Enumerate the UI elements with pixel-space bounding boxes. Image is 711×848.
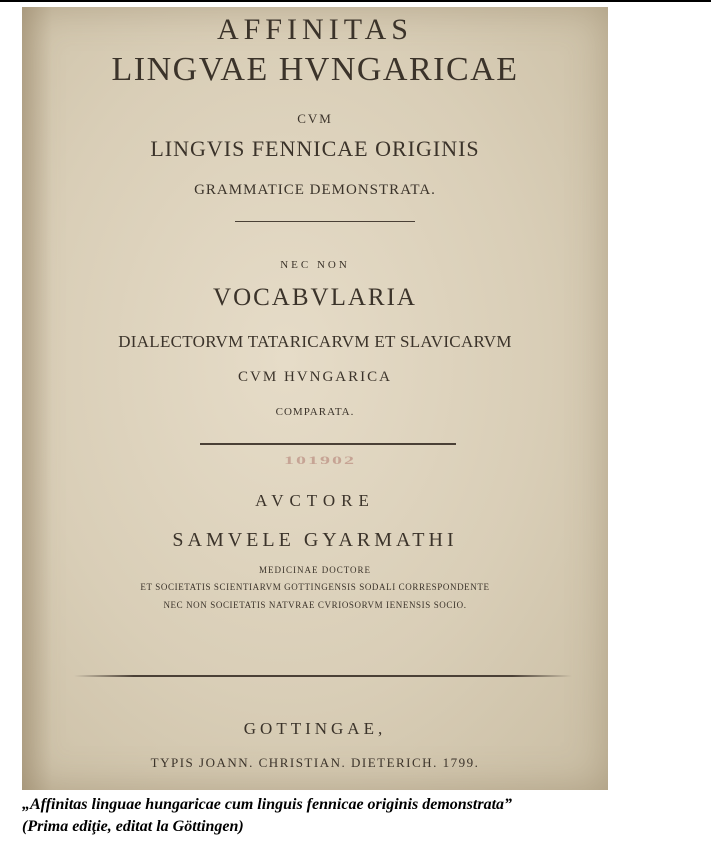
title-line-societatis-2: NEC NON SOCIETATIS NATVRAE CVRIOSORVM IENENSIS SOCIO. xyxy=(163,600,467,610)
title-line-dialectorum: DIALECTORVM TATARICARVM ET SLAVICARVM xyxy=(118,332,512,351)
book-title-page-photo xyxy=(22,7,608,790)
divider-rule-3 xyxy=(74,675,572,677)
title-line-linguis: LINGVIS FENNICAE ORIGINIS xyxy=(150,136,480,161)
title-line-societatis-1: ET SOCIETATIS SCIENTIARVM GOTTINGENSIS SODALI CORRESPONDENTE xyxy=(140,582,490,592)
title-line-medicinae: MEDICINAE DOCTORE xyxy=(258,565,372,575)
title-line-cvm: CVM xyxy=(297,111,333,126)
caption-line-1: „Affinitas linguae hungaricae cum linguis fennicae originis demonstrata” xyxy=(22,796,513,813)
title-line-grammatice: GRAMMATICE DEMONSTRATA. xyxy=(194,182,436,198)
title-line-cvm-hungarica: CVM HVNGARICA xyxy=(238,369,392,385)
title-line-author: SAMVELE GYARMATHI xyxy=(172,529,458,551)
title-line-lingvae: LINGVAE HVNGARICAE xyxy=(111,51,519,88)
title-line-vocabularia: VOCABVLARIA xyxy=(213,284,417,311)
title-line-affinitas: AFFINITAS xyxy=(217,13,413,46)
library-stamp: 101902 xyxy=(284,453,356,467)
title-line-typis: TYPIS JOANN. CHRISTIAN. DIETERICH. 1799. xyxy=(150,755,480,770)
title-line-comparata: COMPARATA. xyxy=(275,406,355,418)
divider-rule-1 xyxy=(235,221,415,222)
title-line-auctore: AVCTORE xyxy=(255,491,375,510)
divider-rule-2 xyxy=(200,443,456,445)
top-border-line xyxy=(0,0,711,2)
title-line-nec-non: NEC NON xyxy=(280,259,350,271)
title-line-gottingae: GOTTINGAE, xyxy=(243,719,387,738)
caption-line-2: (Prima ediţie, editat la Göttingen) xyxy=(22,818,244,835)
